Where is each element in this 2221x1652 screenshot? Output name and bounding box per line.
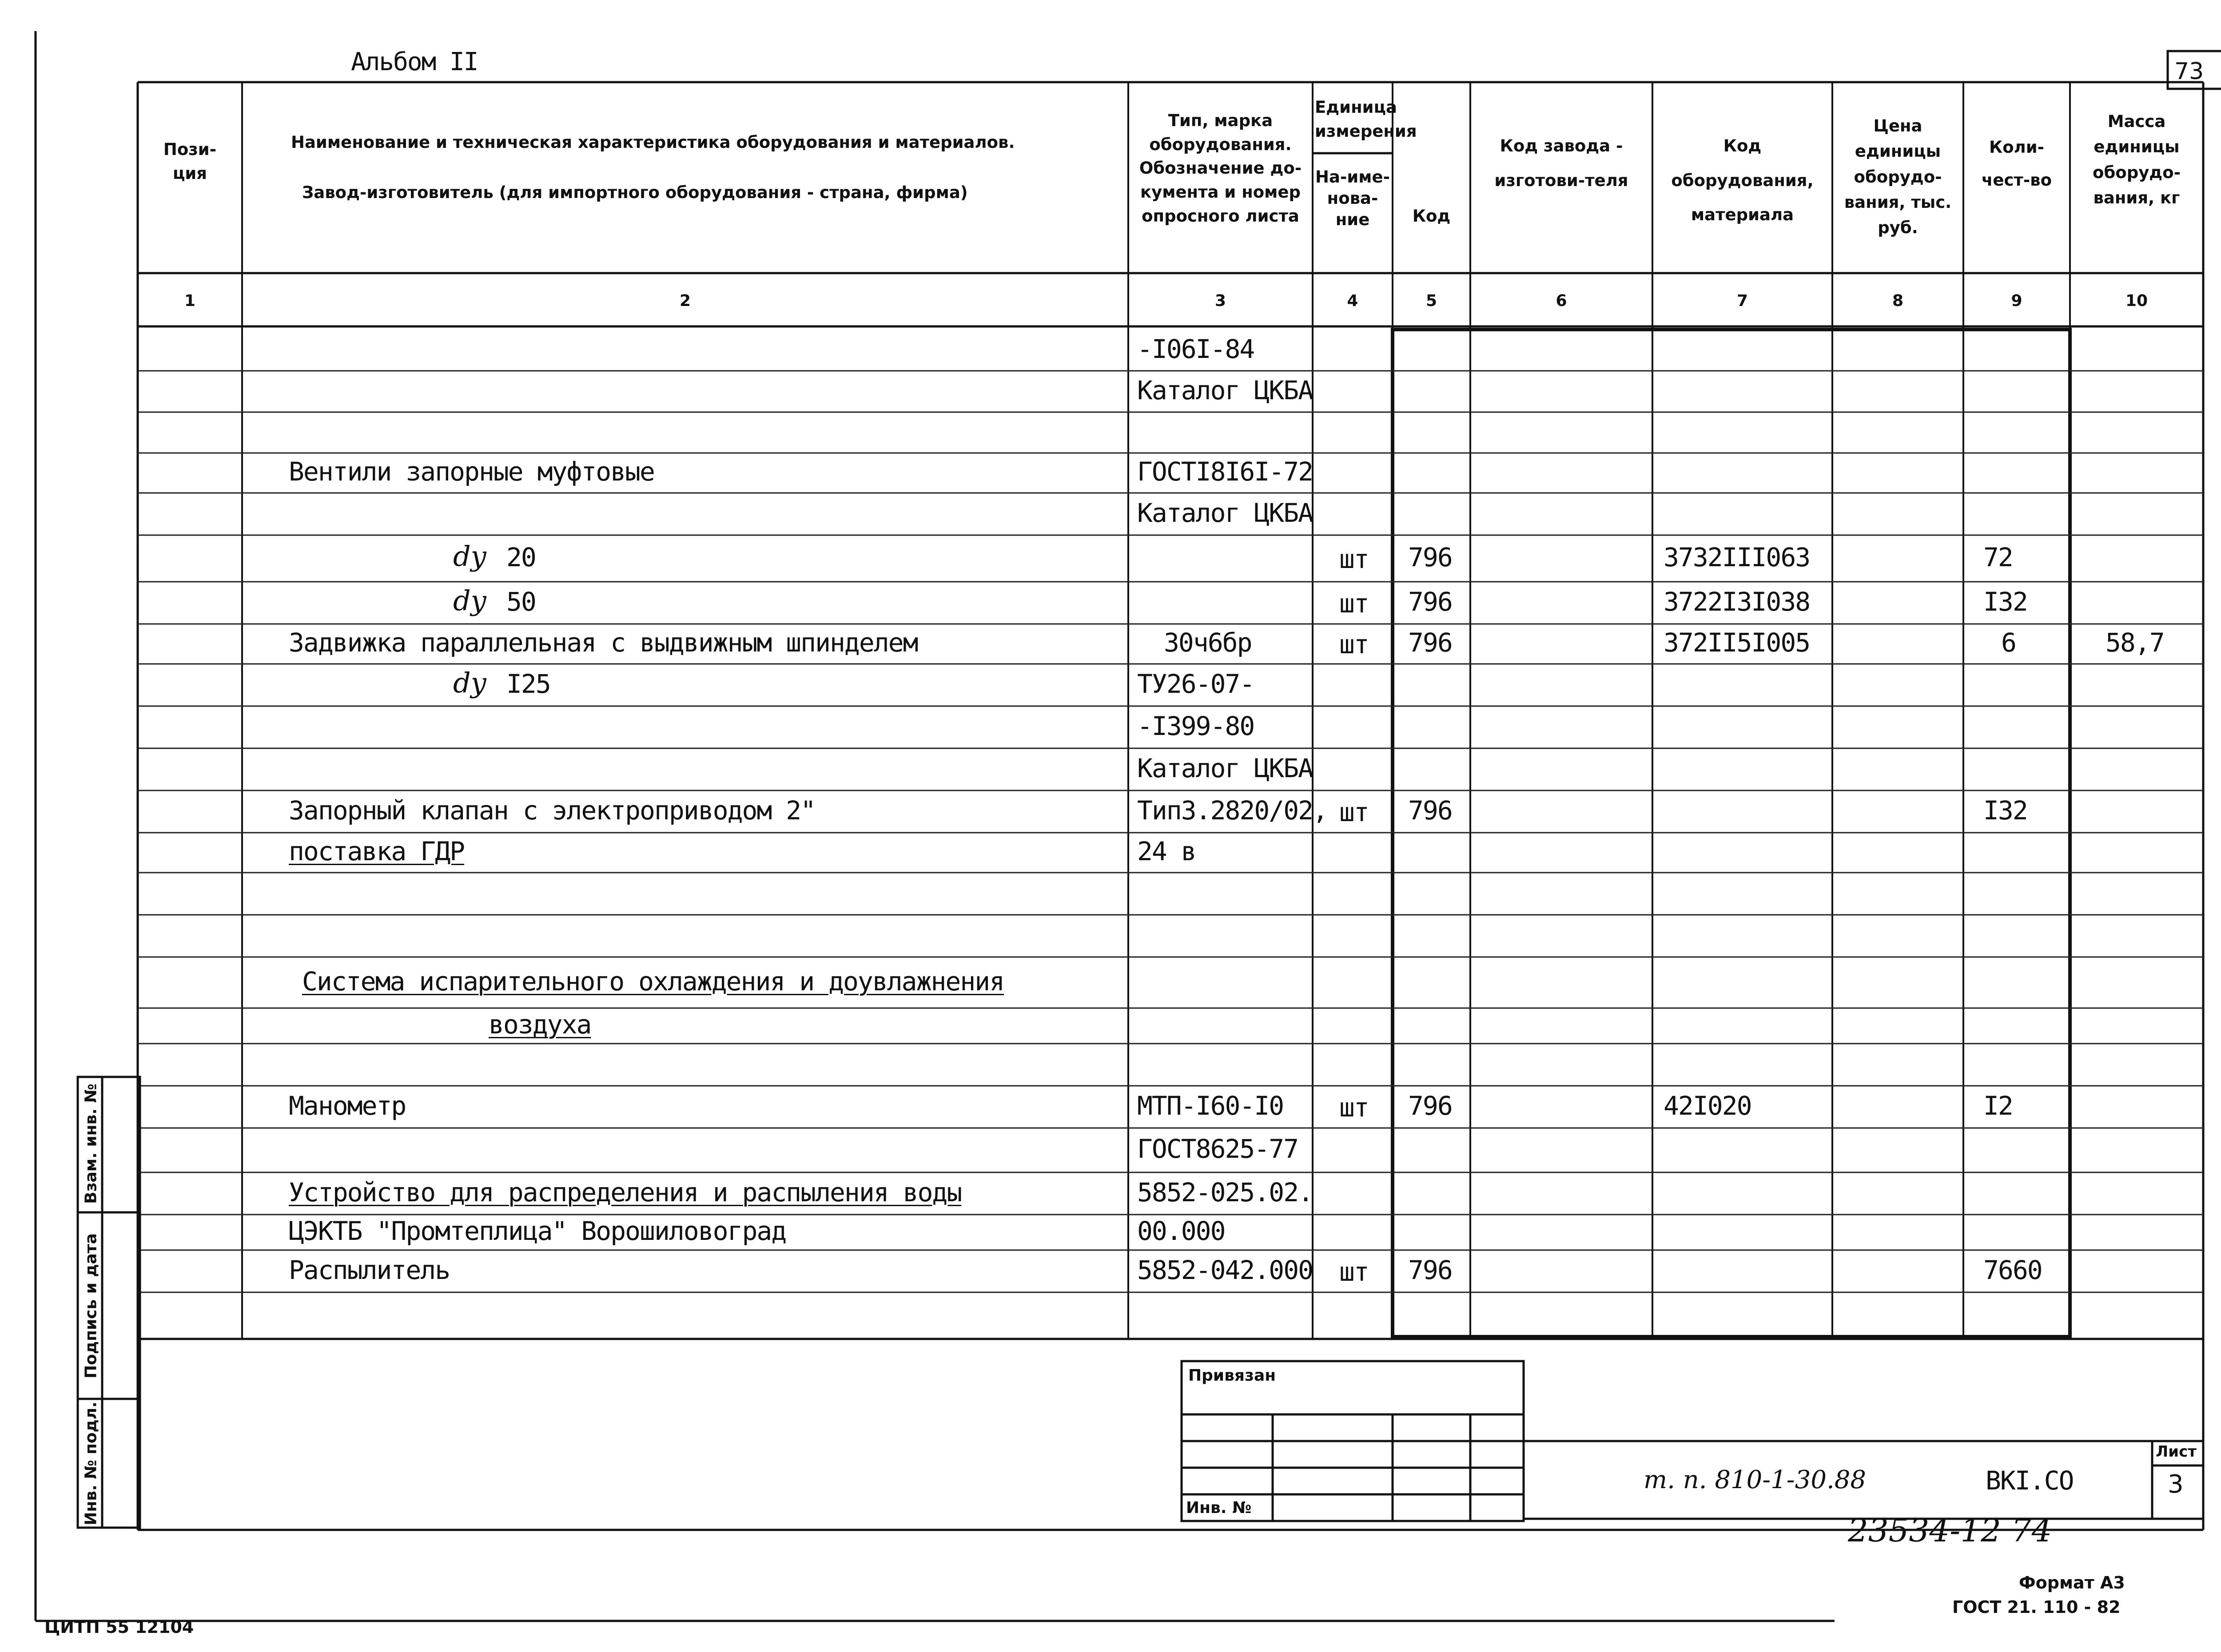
item-unit-code: 796 xyxy=(1408,795,1452,826)
header-quantity: Коли-чест-во xyxy=(1981,138,2052,190)
item-equipment-code: 3722I3I038 xyxy=(1664,586,1810,617)
stamp-inventory-no: Инв. № xyxy=(1186,1499,1252,1517)
item-unit: шт xyxy=(1339,1092,1369,1123)
album-title: Альбом II xyxy=(351,48,478,76)
column-number: 8 xyxy=(1892,292,1904,310)
side-label-signature: Подпись и дата xyxy=(82,1233,100,1378)
stamp-project: т. п. 810-1-30.88 xyxy=(1644,1465,1867,1494)
column-number: 6 xyxy=(1556,292,1567,310)
item-type: Каталог ЦКБА xyxy=(1137,497,1313,528)
item-type: МТП-I60-I0 xyxy=(1137,1090,1284,1121)
gost-label: ГОСТ 21. 110 - 82 xyxy=(1952,1597,2121,1617)
item-quantity: I32 xyxy=(1983,586,2027,617)
stamp-doc-code: ВКI.СО xyxy=(1986,1465,2074,1496)
item-name: Вентили запорные муфтовые xyxy=(289,457,654,487)
item-name: 20 xyxy=(506,542,536,572)
item-quantity: I2 xyxy=(1983,1090,2013,1121)
column-number: 10 xyxy=(2125,292,2148,310)
column-number: 3 xyxy=(1214,292,1226,310)
item-name: Система испарительного охлаждения и доувлажнения xyxy=(302,966,1004,997)
item-name: 50 xyxy=(506,586,536,617)
header-position: Пози- ция xyxy=(163,140,217,183)
header-name-line2: Завод-изготовитель (для импортного оборудования - страна, фирма) xyxy=(302,183,968,202)
item-name: поставка ГДР xyxy=(289,836,465,866)
column-number: 2 xyxy=(679,292,691,310)
item-type: 24 в xyxy=(1137,836,1196,866)
header-name-line1: Наименование и техническая характеристика оборудования и материалов. xyxy=(291,133,1015,152)
stamp-attached: Привязан xyxy=(1188,1366,1276,1385)
item-type: 00.000 xyxy=(1137,1216,1225,1246)
item-name: Распылитель xyxy=(289,1255,450,1285)
nominal-diameter-label: dу xyxy=(453,540,487,572)
side-label-replacement: Взам. инв. № xyxy=(82,1084,100,1204)
item-unit: шт xyxy=(1339,797,1369,827)
item-equipment-code: 3732III063 xyxy=(1664,542,1810,572)
item-unit-code: 796 xyxy=(1408,627,1452,658)
item-quantity: 7660 xyxy=(1983,1255,2042,1285)
item-type: Каталог ЦКБА xyxy=(1137,375,1313,405)
column-number: 9 xyxy=(2011,292,2022,310)
header-equipment-code: Код оборудования, материала xyxy=(1671,136,1814,225)
item-name: Задвижка параллельная с выдвижным шпинделем xyxy=(289,627,918,658)
item-quantity: 72 xyxy=(1983,542,2013,572)
item-name: воздуха xyxy=(489,1009,591,1040)
item-type: -I399-80 xyxy=(1137,711,1254,741)
column-number: 1 xyxy=(184,292,196,310)
stamp-sheet-label: Лист xyxy=(2156,1443,2197,1461)
item-type: 5852-025.02. xyxy=(1137,1177,1313,1207)
header-factory-code: Код завода - изготови-теля xyxy=(1494,136,1628,190)
item-type: Каталог ЦКБА xyxy=(1137,753,1313,783)
page-number: 73 xyxy=(2174,58,2204,85)
item-name: Запорный клапан с электроприводом 2" xyxy=(289,795,816,826)
item-type: ГОСТI8I6I-72 xyxy=(1137,457,1313,487)
handwritten-reference: 23534-12 74 xyxy=(1848,1512,2052,1549)
item-type: Тип3.2820/02, xyxy=(1137,795,1327,826)
column-number: 4 xyxy=(1347,292,1358,310)
item-type: 30ч6бр xyxy=(1164,627,1252,658)
item-equipment-code: 372II5I005 xyxy=(1664,627,1810,658)
item-name: ЦЭКТБ "Промтеплица" Ворошиловоград xyxy=(289,1216,786,1246)
item-type: -I06I-84 xyxy=(1137,334,1254,364)
column-number: 5 xyxy=(1425,292,1437,310)
item-unit: шт xyxy=(1339,629,1369,659)
item-unit: шт xyxy=(1339,1256,1369,1287)
item-unit-code: 796 xyxy=(1408,1090,1452,1121)
item-type: ТУ26-07- xyxy=(1137,668,1254,699)
item-mass: 58,7 xyxy=(2106,627,2164,658)
citp-label: ЦИТП 55 12104 xyxy=(44,1617,194,1637)
nominal-diameter-label: dу xyxy=(453,666,487,699)
item-unit-code: 796 xyxy=(1408,586,1452,617)
item-type: 5852-042.000 xyxy=(1137,1255,1313,1285)
item-unit: шт xyxy=(1339,588,1369,619)
item-quantity: 6 xyxy=(2001,627,2016,658)
side-label-inventory: Инв. № подл. xyxy=(82,1402,100,1525)
header-unit-name: На-име-нова-ние xyxy=(1315,167,1390,230)
header-unit-code: Код xyxy=(1412,206,1451,226)
item-unit-code: 796 xyxy=(1408,542,1452,572)
header-mass: Масса единицы оборудо-вания, кг xyxy=(2093,112,2181,208)
stamp-sheet-value: 3 xyxy=(2168,1470,2184,1499)
nominal-diameter-label: dу xyxy=(453,584,487,617)
item-name: Устройство для распределения и распыления воды xyxy=(289,1177,962,1207)
item-equipment-code: 42I020 xyxy=(1664,1090,1751,1121)
header-price: Цена единицы оборудо-вания, тыс. руб. xyxy=(1844,116,1952,238)
item-unit: шт xyxy=(1339,544,1369,574)
item-name: Манометр xyxy=(289,1090,406,1121)
header-type: Тип, марка оборудования. Обозначение до-кумента и номер опросного листа xyxy=(1139,111,1302,226)
column-number: 7 xyxy=(1736,292,1748,310)
format-label: Формат А3 xyxy=(2019,1573,2125,1592)
item-unit-code: 796 xyxy=(1408,1255,1452,1285)
item-type: ГОСТ8625-77 xyxy=(1137,1134,1298,1164)
item-name: I25 xyxy=(506,668,550,699)
header-unit: Единица измерения xyxy=(1315,98,1417,141)
item-quantity: I32 xyxy=(1983,795,2027,826)
